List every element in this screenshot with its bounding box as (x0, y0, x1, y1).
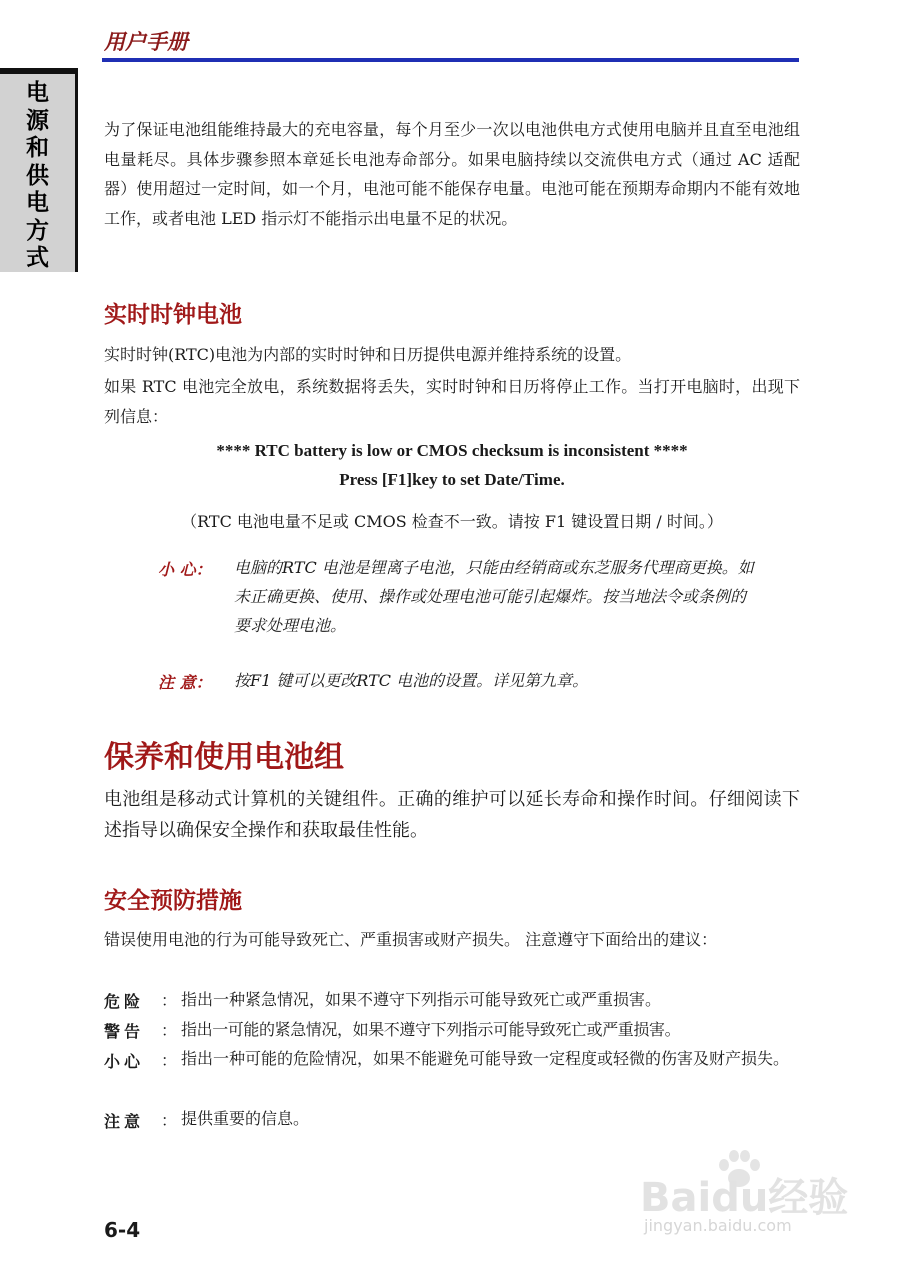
rtc-message-translation: （RTC 电池电量不足或 CMOS 检查不一致。请按 F1 键设置日期 / 时间。） (181, 512, 723, 531)
note-label: 注 意： (158, 673, 212, 692)
caution-label: 小 心： (158, 560, 212, 579)
side-tab-char: 供 (26, 162, 49, 189)
watermark-brand: Baidu经验 (640, 1175, 849, 1221)
safety-intro: 错误使用电池的行为可能导致死亡、严重损害或财产损失。 注意遵守下面给出的建议： (104, 930, 718, 949)
page-number: 6-4 (104, 1218, 141, 1242)
side-tab-char: 方 (26, 217, 49, 244)
rtc-paragraph-2: 如果 RTC 电池完全放电，系统数据将丢失，实时时钟和日历将停止工作。当打开电脑时，出现下列信息： (104, 377, 800, 426)
def-label-caution: 小心 (104, 1052, 145, 1071)
def-colon: ： (161, 1021, 178, 1040)
def-label-danger: 危险 (104, 992, 145, 1011)
rtc-paragraph-1: 实时时钟(RTC)电池为内部的实时时钟和日历提供电源并维持系统的设置。 (104, 345, 632, 364)
def-label-note: 注意 (104, 1112, 145, 1131)
side-tab-char: 和 (26, 135, 49, 161)
def-label-warning: 警告 (104, 1022, 145, 1041)
safety-heading: 安全预防措施 (104, 888, 242, 914)
note-text: 按F1 键可以更改RTC 电池的设置。详见第九章。 (234, 671, 589, 690)
def-colon: ： (161, 1111, 178, 1130)
side-tab-char: 电 (26, 190, 49, 216)
caution-text: 电脑的RTC 电池是锂离子电池，只能由经销商或东芝服务代理商更换。如未正确更换、使用、操作或处理电池可能引起爆炸。按当地法令或条例的要求处理电池。 (234, 558, 754, 635)
chapter-side-tab (0, 68, 78, 272)
def-colon: ： (161, 991, 178, 1010)
header-title: 用户手册 (104, 30, 188, 54)
def-colon: ： (161, 1051, 178, 1070)
def-text-note: 提供重要的信息。 (181, 1109, 310, 1128)
side-tab-char: 电 (26, 80, 49, 106)
rtc-message-line-1: **** RTC battery is low or CMOS checksum is inconsistent **** (216, 441, 688, 460)
intro-paragraph: 为了保证电池组能维持最大的充电容量，每个月至少一次以电池供电方式使用电脑并且直至电池组电量耗尽。具体步骤参照本章延长电池寿命部分。如果电脑持续以交流供电方式（通过 AC 适配器）使用超过一定时间，如一个月，电池可能不能保存电量。电池可能在预期寿命期内不能有效地工作，或者电池 LED 指示灯不能指示出电量不足的状况。 (104, 120, 800, 228)
baidu-watermark (640, 1160, 870, 1240)
side-tab-char: 源 (26, 107, 49, 134)
header-rule (102, 58, 799, 62)
rtc-message-line-2: Press [F1]key to set Date/Time. (339, 470, 565, 489)
def-text-danger: 指出一种紧急情况，如果不遵守下列指示可能导致死亡或严重损害。 (181, 990, 662, 1009)
side-tab-char: 式 (26, 245, 49, 271)
def-text-caution: 指出一种可能的危险情况，如果不能避免可能导致一定程度或轻微的伤害及财产损失。 (181, 1049, 790, 1068)
watermark-url: jingyan.baidu.com (644, 1216, 792, 1235)
rtc-heading: 实时时钟电池 (104, 302, 242, 328)
care-paragraph: 电池组是移动式计算机的关键组件。正确的维护可以延长寿命和操作时间。仔细阅读下述指导以确保安全操作和获取最佳性能。 (104, 789, 800, 841)
def-text-warning: 指出一可能的紧急情况，如果不遵守下列指示可能导致死亡或严重损害。 (181, 1020, 681, 1039)
care-heading: 保养和使用电池组 (104, 740, 344, 775)
